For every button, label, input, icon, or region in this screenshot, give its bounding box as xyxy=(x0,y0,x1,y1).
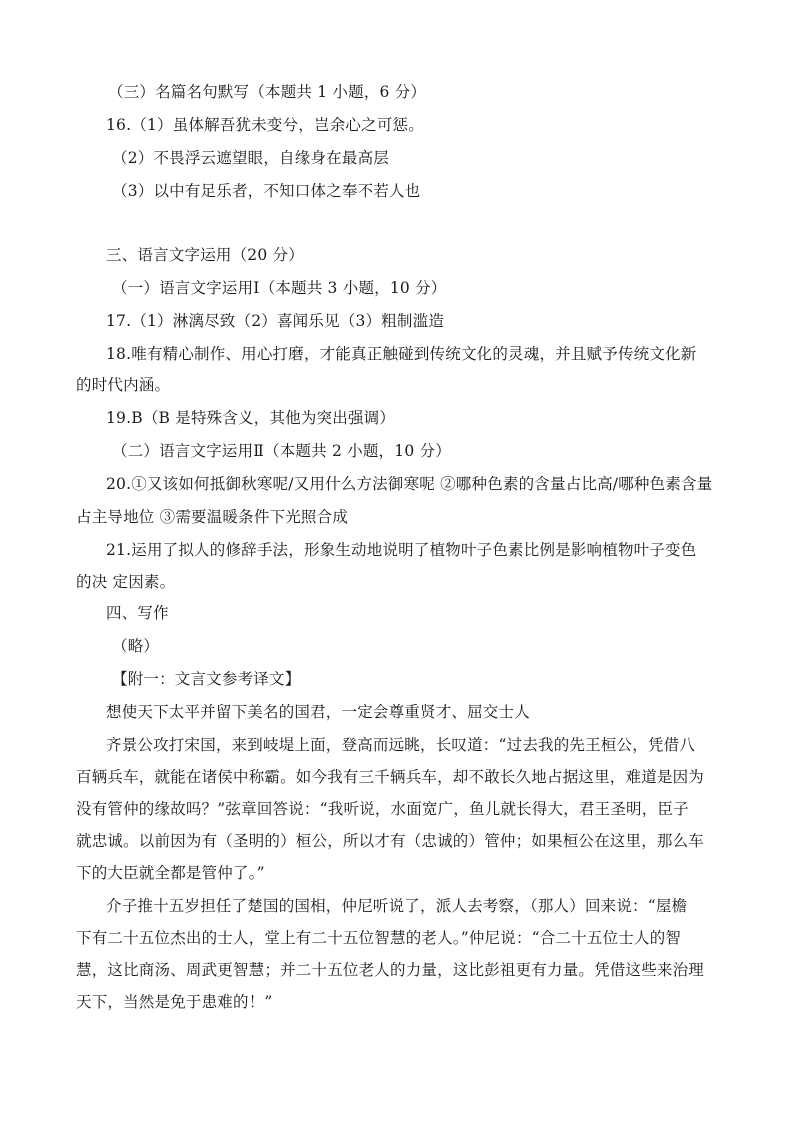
q18-line1: 18.唯有精心制作、用心打磨，才能真正触碰到传统文化的灵魂，并且赋予传统文化新 xyxy=(106,345,697,363)
section-yuyan-sub1-heading: （一）语言文字运用Ⅰ（本题共 3 小题，10 分） xyxy=(112,279,447,297)
q16-part3: （3）以中有足乐者，不知口体之奉不若人也 xyxy=(112,182,421,200)
appendix-p2-line1: 介子推十五岁担任了楚国的国相，仲尼听说了，派人去考察，（那人）回来说：“屋檐 xyxy=(106,897,688,915)
q19: 19.B（B 是特殊含义，其他为突出强调） xyxy=(106,409,396,427)
appendix-p2-line4: 天下，当然是免于患难的！” xyxy=(76,993,273,1011)
q21-line1: 21.运用了拟人的修辞手法，形象生动地说明了植物叶子色素比例是影响植物叶子变色 xyxy=(106,541,697,559)
appendix-p1-line4: 就忠诚。以前因为有（圣明的）桓公，所以才有（忠诚的）管仲；如果桓公在这里，那么车 xyxy=(76,832,705,850)
appendix-p2-line2: 下有二十五位杰出的士人，堂上有二十五位智慧的老人。”仲尼说：“合二十五位士人的智 xyxy=(76,929,682,947)
section-mingpian-heading: （三）名篇名句默写（本题共 1 小题，6 分） xyxy=(108,83,427,101)
section-xiezuo-content: （略） xyxy=(112,637,160,655)
section-yuyan-sub2-heading: （二）语言文字运用Ⅱ（本题共 2 小题，10 分） xyxy=(112,442,451,460)
q20-line1: 20.①又该如何抵御秋寒呢/又用什么方法御寒呢 ②哪种色素的含量占比高/哪种色素含量 xyxy=(106,475,713,493)
appendix-heading: 【附一：文言文参考译文】 xyxy=(112,670,301,688)
q16-part1: 16.（1）虽体解吾犹未变兮，岂余心之可惩。 xyxy=(106,116,424,134)
q17: 17.（1）淋漓尽致（2）喜闻乐见（3）粗制滥造 xyxy=(106,312,445,330)
section-yuyan-heading: 三、语言文字运用（20 分） xyxy=(106,246,304,264)
section-xiezuo-heading: 四、写作 xyxy=(106,604,169,622)
q18-line2: 的时代内涵。 xyxy=(76,376,171,394)
appendix-p1-line3: 没有管仲的缘故吗？”弦章回答说：“我听说，水面宽广，鱼儿就长得大，君王圣明，臣子 xyxy=(76,800,689,818)
appendix-p1-line5: 下的大臣就全都是管仲了。” xyxy=(76,864,265,882)
appendix-p1-line1: 齐景公攻打宋国，来到岐堤上面，登高而远眺，长叹道：“过去我的先王桓公，凭借八 xyxy=(106,736,696,754)
appendix-p1-line2: 百辆兵车，就能在诸侯中称霸。如今我有三千辆兵车，却不敢长久地占据这里，难道是因为 xyxy=(76,768,705,786)
q20-line2: 占主导地位 ③需要温暖条件下光照合成 xyxy=(76,508,349,526)
q16-part2: （2）不畏浮云遮望眼，自缘身在最高层 xyxy=(112,149,389,167)
appendix-title: 想使天下太平并留下美名的国君，一定会尊重贤才、屈交士人 xyxy=(106,703,530,721)
q21-line2: 的决 定因素。 xyxy=(76,573,176,591)
appendix-p2-line3: 慧，这比商汤、周武更智慧；并二十五位老人的力量，这比彭祖更有力量。凭借这些来治理 xyxy=(76,961,705,979)
